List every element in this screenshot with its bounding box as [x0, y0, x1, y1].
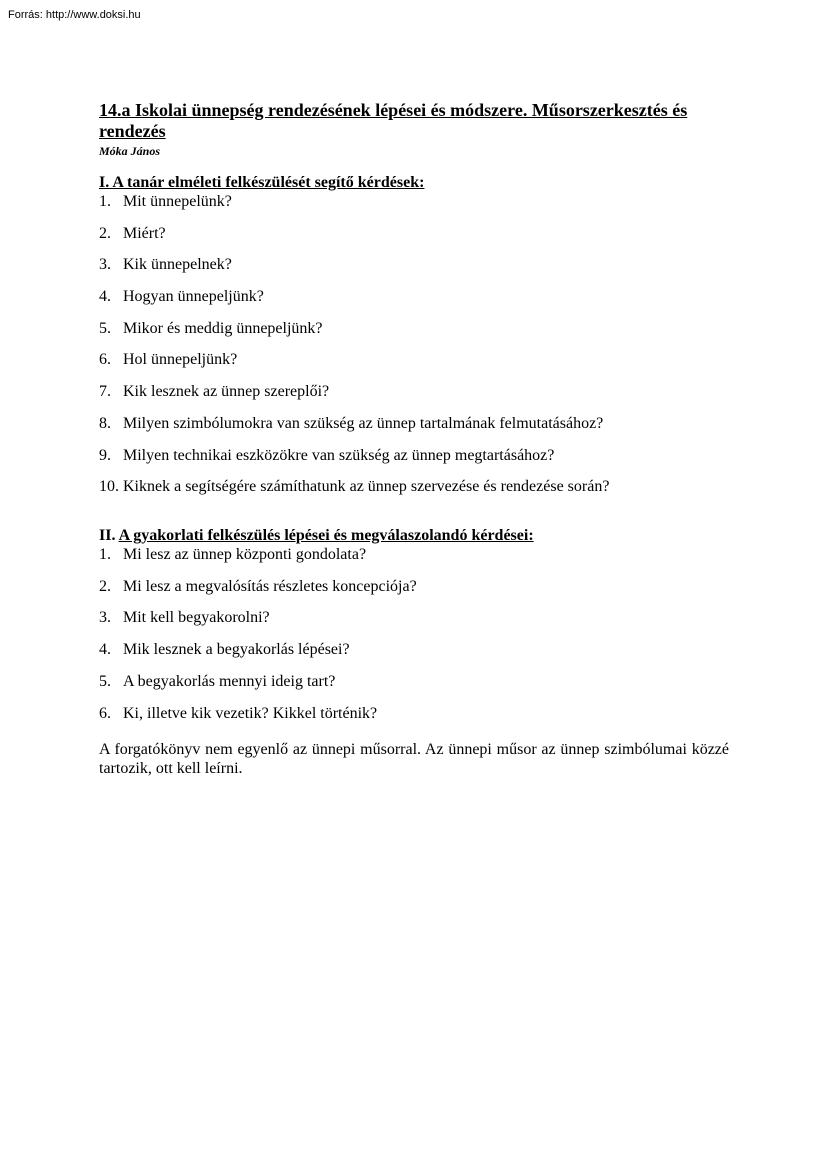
list-item-text: Milyen technikai eszközökre van szükség az ünnep megtartásához?: [123, 446, 555, 464]
list-item-text: Mi lesz a megvalósítás részletes koncepciója?: [123, 577, 417, 595]
document-author: Móka János: [99, 144, 161, 158]
document-body: [99, 100, 729, 778]
list-item: [99, 608, 729, 640]
list-item: [99, 446, 729, 478]
list-item-text: Mikor és meddig ünnepeljünk?: [123, 319, 323, 337]
list-item-text: Mi lesz az ünnep központi gondolata?: [123, 545, 367, 563]
list-item-number: 7.: [99, 383, 111, 401]
list-item: [99, 350, 729, 382]
list-item-number: 1.: [99, 193, 111, 210]
list-item-text: Mit kell begyakorolni?: [123, 609, 270, 627]
list-item-number: 4.: [99, 288, 111, 306]
list-item-number: 1.: [99, 545, 111, 563]
document-title: 14.a Iskolai ünnepség rendezésének lépései és módszere. Műsorszerkesztés és rendezés: [99, 100, 688, 141]
list-item: [99, 287, 729, 319]
list-item-text: Milyen szimbólumokra van szükség az ünnep tartalmának felmutatásához?: [123, 414, 604, 432]
list-item-number: 9.: [99, 446, 111, 464]
list-item-text: Hogyan ünnepeljünk?: [123, 288, 264, 306]
list-item-text: Mit ünnepelünk?: [123, 193, 232, 210]
list-item-number: 10.: [99, 478, 119, 496]
list-item-number: 5.: [99, 673, 111, 691]
list-item-text: Kik ünnepelnek?: [123, 256, 232, 274]
list-item-number: 8.: [99, 414, 111, 432]
list-item-text: Kiknek a segítségére számíthatunk az ünnep szervezése és rendezése során?: [123, 478, 610, 496]
list-item: [99, 382, 729, 414]
list-item-number: 3.: [99, 256, 111, 274]
section-1-heading: I. A tanár elméleti felkészülését segítő kérdések:: [99, 174, 425, 191]
list-item-text: Ki, illetve kik vezetik? Kikkel történik?: [123, 704, 378, 722]
section-2-heading-text: A gyakorlati felkészülés lépései és megválaszolandó kérdései:: [118, 526, 534, 544]
list-item: [99, 192, 729, 224]
list-item-number: 4.: [99, 641, 111, 659]
list-item: [99, 414, 729, 446]
list-item: [99, 577, 729, 609]
list-item-number: 2.: [99, 577, 111, 595]
list-item-number: 6.: [99, 351, 111, 369]
list-item-text: Mik lesznek a begyakorlás lépései?: [123, 641, 350, 659]
list-item-text: A begyakorlás mennyi ideig tart?: [123, 673, 336, 691]
list-item: [99, 255, 729, 287]
list-item-number: 3.: [99, 609, 111, 627]
list-item: [99, 672, 729, 704]
closing-paragraph: A forgatókönyv nem egyenlő az ünnepi műsorral. Az ünnepi műsor az ünnep szimbólumai közzé tartozik, ott kell leírni.: [99, 740, 729, 777]
list-item-number: 5.: [99, 319, 111, 337]
list-item: [99, 704, 729, 736]
list-item-text: Miért?: [123, 224, 166, 242]
list-item: [99, 224, 729, 256]
list-item-text: Hol ünnepeljünk?: [123, 351, 238, 369]
section-2-question-list: [99, 545, 729, 736]
list-item: [99, 477, 729, 509]
section-2-heading: [99, 526, 729, 545]
list-item: [99, 640, 729, 672]
list-item: [99, 319, 729, 351]
list-item: [99, 545, 729, 577]
list-item-number: 2.: [99, 224, 111, 242]
section-2-heading-prefix: II.: [99, 526, 116, 544]
section-1-question-list: [99, 192, 729, 509]
list-item-number: 6.: [99, 704, 111, 722]
list-item-text: Kik lesznek az ünnep szereplői?: [123, 383, 330, 401]
source-note: Forrás: http://www.doksi.hu: [8, 9, 141, 21]
